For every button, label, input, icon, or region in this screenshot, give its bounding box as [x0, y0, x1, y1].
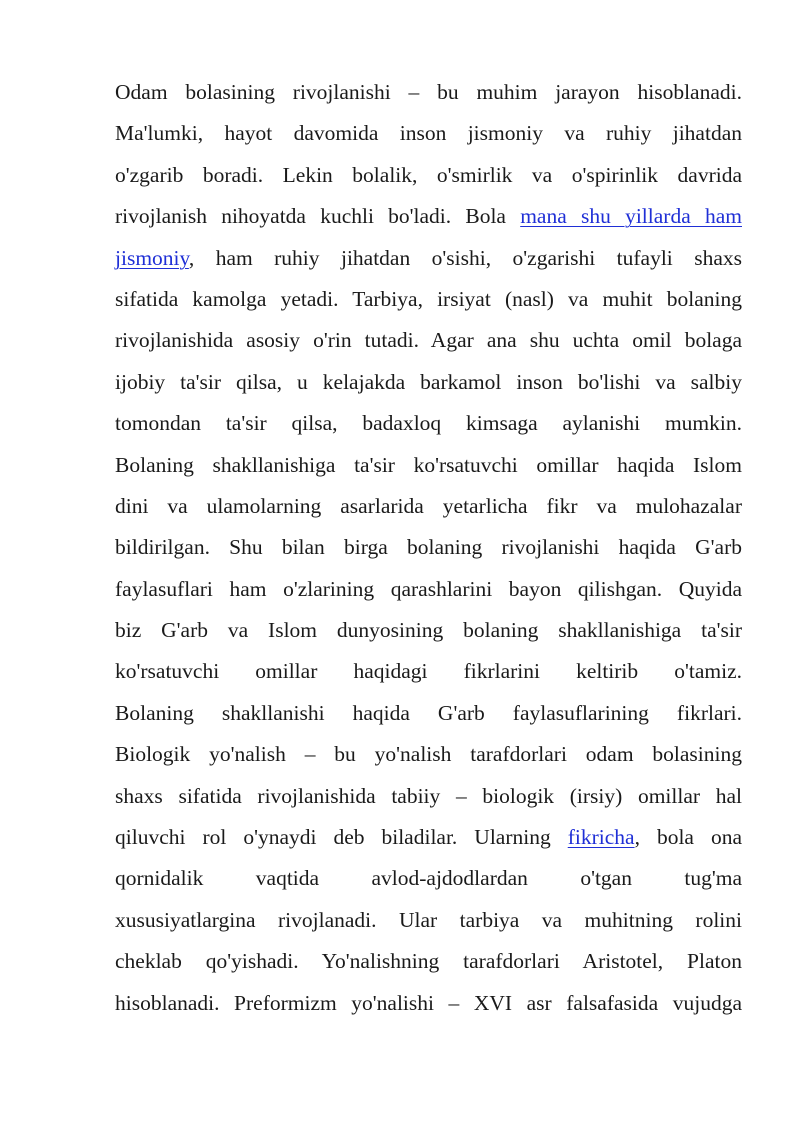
- body-paragraph: [115, 72, 742, 1024]
- hyperlink-mana-shu-yillarda-ham[interactable]: mana shu yillarda ham: [520, 204, 742, 229]
- text-line: dini va ulamolarning asarlarida yetarlicha fikr va mulohazalar: [115, 493, 742, 518]
- text-line: Bolaning shakllanishiga ta'sir ko'rsatuvchi omillar haqida Islom: [115, 452, 742, 477]
- text-line: jismoniy, ham ruhiy jihatdan o'sishi, o'zgarishi tufayli shaxs: [115, 245, 742, 270]
- text-line: Odam bolasining rivojlanishi – bu muhim jarayon hisoblanadi.: [115, 80, 742, 104]
- text-line: shaxs sifatida rivojlanishida tabiiy – biologik (irsiy) omillar hal: [115, 783, 742, 808]
- text-line: sifatida kamolga yetadi. Tarbiya, irsiyat (nasl) va muhit bolaning: [115, 286, 742, 311]
- text-line: qornidalik vaqtida avlod-ajdodlardan o'tgan tug'ma: [115, 866, 742, 891]
- text-line: biz G'arb va Islom dunyosining bolaning shakllanishiga ta'sir: [115, 618, 742, 643]
- text-line: qiluvchi rol o'ynaydi deb biladilar. Ularning fikricha, bola ona: [115, 825, 742, 850]
- text-line: bildirilgan. Shu bilan birga bolaning rivojlanishi haqida G'arb: [115, 535, 742, 560]
- text-line: ijobiy ta'sir qilsa, u kelajakda barkamol inson bo'lishi va salbiy: [115, 369, 742, 394]
- text-line: rivojlanish nihoyatda kuchli bo'ladi. Bola mana shu yillarda ham: [115, 204, 742, 229]
- text-line: hisoblanadi. Preformizm yo'nalishi – XVI asr falsafasida vujudga: [115, 990, 742, 1015]
- text-line: Ma'lumki, hayot davomida inson jismoniy va ruhiy jihatdan: [115, 121, 742, 146]
- text-line: faylasuflari ham o'zlarining qarashlarini bayon qilishgan. Quyida: [115, 576, 742, 601]
- text-line: o'zgarib boradi. Lekin bolalik, o'smirlik va o'spirinlik davrida: [115, 162, 742, 187]
- text-line: Biologik yo'nalish – bu yo'nalish tarafdorlari odam bolasining: [115, 742, 742, 767]
- text-line: tomondan ta'sir qilsa, badaxloq kimsaga aylanishi mumkin.: [115, 411, 742, 436]
- text-line: ko'rsatuvchi omillar haqidagi fikrlarini keltirib o'tamiz.: [115, 659, 742, 684]
- hyperlink-jismoniy[interactable]: jismoniy: [115, 245, 189, 270]
- text-line: cheklab qo'yishadi. Yo'nalishning tarafdorlari Aristotel, Platon: [115, 949, 742, 974]
- text-line: xususiyatlargina rivojlanadi. Ular tarbiya va muhitning rolini: [115, 907, 742, 932]
- hyperlink-fikricha[interactable]: fikricha: [567, 825, 635, 850]
- text-line: rivojlanishida asosiy o'rin tutadi. Agar ana shu uchta omil bolaga: [115, 328, 742, 353]
- text-line: Bolaning shakllanishi haqida G'arb faylasuflarining fikrlari.: [115, 700, 742, 725]
